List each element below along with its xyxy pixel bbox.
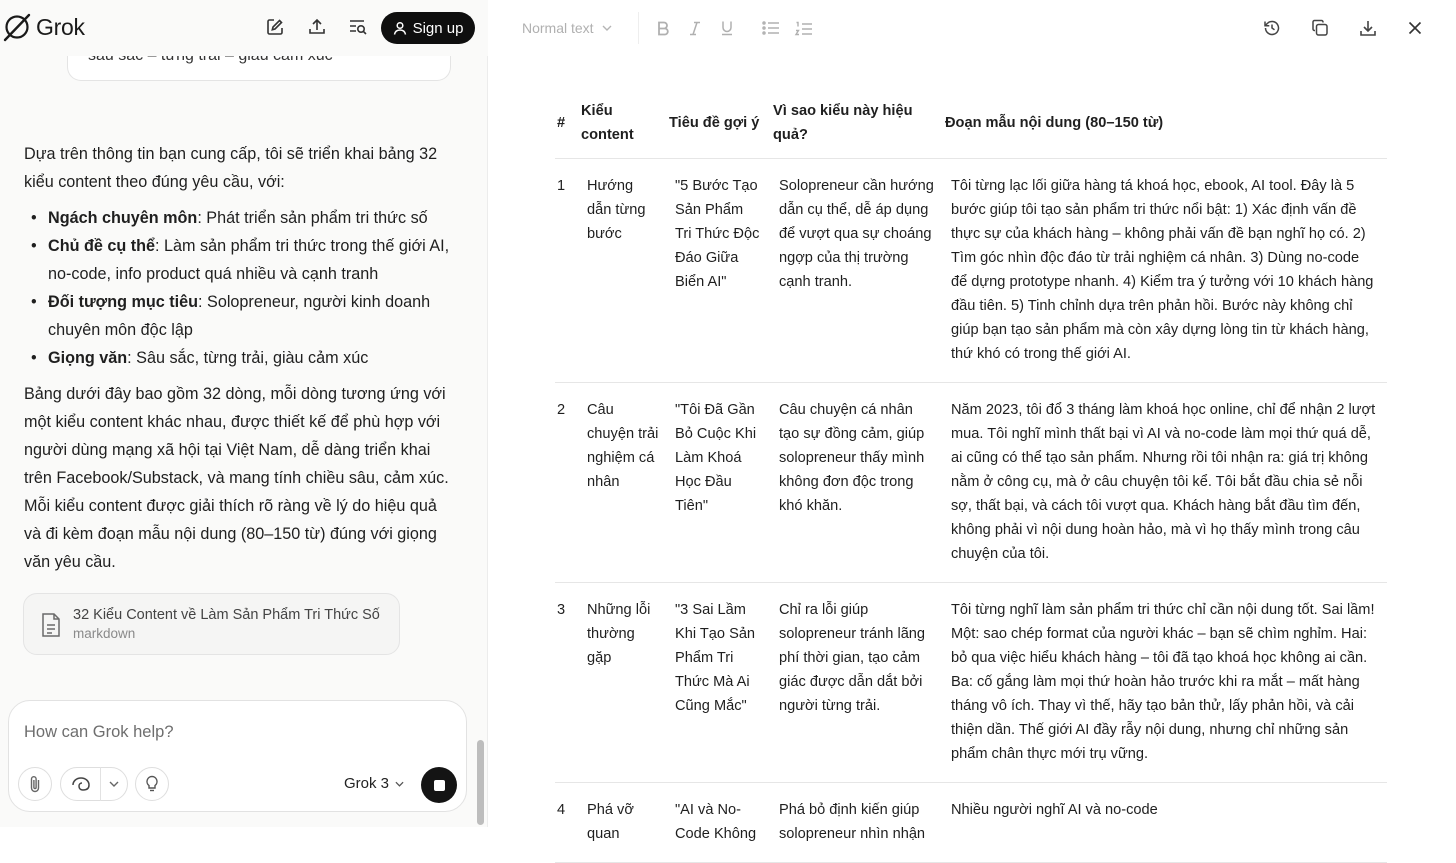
bold-icon — [657, 21, 669, 36]
chevron-down-icon — [395, 781, 404, 787]
suggested-title: "5 Bước Tạo Sản Phẩm Tri Thức Độc Đáo Giữa Biển AI" — [667, 159, 771, 383]
signup-label: Sign up — [412, 19, 464, 37]
table-header-row — [555, 92, 1387, 159]
content-table — [555, 92, 1387, 863]
why-effective: Chỉ ra lỗi giúp solopreneur tránh lãng phí thời gian, tạo cảm giác được dẫn dắt bởi người từng trải. — [771, 583, 943, 783]
row-number: 1 — [555, 159, 579, 383]
search-list-icon[interactable] — [347, 16, 369, 38]
suggested-title: "Tôi Đã Gần Bỏ Cuộc Khi Làm Khoá Học Đầu Tiên" — [667, 383, 771, 583]
table-row — [555, 583, 1387, 783]
composer — [8, 700, 467, 812]
app-name: Grok — [36, 13, 85, 40]
chevron-down-icon[interactable] — [101, 781, 127, 787]
why-effective: Phá bỏ định kiến giúp solopreneur nhìn nhận — [771, 783, 943, 863]
close-icon — [1408, 21, 1422, 35]
model-select[interactable] — [344, 775, 404, 792]
requirements-list — [24, 204, 454, 372]
column-header: Đoạn mẫu nội dung (80–150 từ) — [943, 92, 1387, 159]
bold-button[interactable] — [653, 17, 673, 39]
list-item: • Giọng văn: Sâu sắc, từng trải, giàu cảm xúc — [24, 344, 454, 372]
stop-icon — [434, 780, 445, 791]
download-button[interactable] — [1357, 17, 1379, 39]
copy-icon — [1311, 19, 1329, 37]
think-icon — [61, 776, 100, 792]
signup-button[interactable] — [381, 12, 475, 44]
lightbulb-icon — [145, 775, 159, 793]
stop-button[interactable] — [421, 767, 457, 803]
underline-button[interactable] — [717, 17, 737, 39]
numbered-list-icon — [795, 21, 813, 36]
suggested-title: "AI và No-Code Không — [667, 783, 771, 863]
content-type: Phá vỡ quan — [579, 783, 667, 863]
idea-button[interactable] — [135, 767, 169, 801]
scrollbar-track[interactable] — [476, 0, 485, 827]
chat-input[interactable]: How can Grok help? — [24, 723, 174, 741]
attach-button[interactable] — [18, 767, 52, 801]
compose-icon[interactable] — [264, 16, 286, 38]
history-button[interactable] — [1261, 17, 1283, 39]
document-icon — [40, 612, 62, 638]
logo[interactable] — [2, 12, 85, 42]
italic-icon — [689, 21, 701, 36]
artifact-title: 32 Kiểu Content về Làm Sản Phẩm Tri Thức Số — [73, 607, 380, 623]
bullet-list-icon — [762, 21, 780, 35]
table-row — [555, 383, 1387, 583]
editor-toolbar — [489, 0, 1456, 56]
download-icon — [1359, 19, 1377, 37]
artifact-type: markdown — [73, 626, 136, 641]
chat-topbar — [0, 0, 488, 56]
content-type: Những lỗi thường gặp — [579, 583, 667, 783]
list-item: • Ngách chuyên môn: Phát triển sản phẩm tri thức số — [24, 204, 454, 232]
history-icon — [1263, 19, 1281, 37]
model-label: Grok 3 — [344, 775, 390, 792]
user-icon — [393, 21, 407, 35]
editor-pane — [489, 0, 1456, 842]
content-type: Hướng dẫn từng bước — [579, 159, 667, 383]
scrollbar-thumb[interactable] — [477, 740, 484, 825]
message-outro: Bảng dưới đây bao gồm 32 dòng, mỗi dòng tương ứng với một kiểu content khác nhau, được thiết kế để phù hợp với người dùng mạng xã hội tại Việt Nam, dễ dàng triển khai trên Facebook/Substack, và mang tính chiều sâu, cảm xúc. Mỗi kiểu content được giải thích rõ ràng về lý do hiệu quả và đi kèm đoạn mẫu nội dung (80–150 từ) đúng với giọng văn yêu cầu. — [24, 385, 449, 571]
chat-pane — [0, 0, 488, 827]
bullet-list-button[interactable] — [761, 17, 781, 39]
numbered-list-button[interactable] — [794, 17, 814, 39]
paperclip-icon — [28, 775, 42, 793]
why-effective: Câu chuyện cá nhân tạo sự đồng cảm, giúp solopreneur thấy mình không đơn độc trong khó khăn. — [771, 383, 943, 583]
row-number: 4 — [555, 783, 579, 863]
grok-logo-icon — [2, 12, 32, 42]
assistant-message — [24, 140, 454, 584]
artifact-card[interactable] — [23, 593, 400, 655]
chevron-down-icon — [602, 25, 612, 31]
row-number: 3 — [555, 583, 579, 783]
row-number: 2 — [555, 383, 579, 583]
table-row — [555, 159, 1387, 383]
toolbar-divider — [638, 12, 639, 44]
list-item: • Đối tượng mục tiêu: Solopreneur, người kinh doanh chuyên môn độc lập — [24, 288, 454, 344]
underline-icon — [720, 20, 734, 36]
why-effective: Solopreneur cần hướng dẫn cụ thể, dễ áp dụng để vượt qua sự choáng ngợp của thị trường cạnh tranh. — [771, 159, 943, 383]
italic-button[interactable] — [685, 17, 705, 39]
suggested-title: "3 Sai Lầm Khi Tạo Sản Phẩm Tri Thức Mà Ai Cũng Mắc" — [667, 583, 771, 783]
close-button[interactable] — [1404, 17, 1426, 39]
text-style-select[interactable] — [522, 20, 612, 36]
copy-button[interactable] — [1309, 17, 1331, 39]
content-type: Câu chuyện trải nghiệm cá nhân — [579, 383, 667, 583]
sample-content: Năm 2023, tôi đổ 3 tháng làm khoá học online, chỉ để nhận 2 lượt mua. Tôi nghĩ mình thất bại vì AI và no-code làm mọi thứ quá dễ, ai cũng có thể tạo sản phẩm. Nhưng rồi tôi nhận ra: giá trị không nằm ở công cụ, mà ở câu chuyện tôi kể. Tôi bắt đầu chia sẻ nỗi sợ, thất bại, và cách tôi vượt qua. Khách hàng bắt đầu tìm đến, không phải vì nội dung hoàn hảo, mà vì họ thấy mình trong câu chuyện của tôi. — [943, 383, 1387, 583]
sample-content: Nhiều người nghĩ AI và no-code — [943, 783, 1387, 863]
share-icon[interactable] — [306, 16, 328, 38]
column-header: # — [555, 92, 579, 159]
column-header: Vì sao kiểu này hiệu quả? — [771, 92, 943, 159]
column-header: Tiêu đề gợi ý — [667, 92, 771, 159]
sample-content: Tôi từng lạc lối giữa hàng tá khoá học, ebook, AI tool. Đây là 5 bước giúp tôi tạo sản phẩm tri thức nổi bật: 1) Xác định vấn đề thực sự của khách hàng – không phải vấn đề bạn nghĩ họ có. 2) Tìm góc nhìn độc đáo từ trải nghiệm cá nhân. 3) Dùng no-code để dựng prototype nhanh. 4) Kiểm tra ý tưởng với 10 khách hàng đầu tiên. 5) Tinh chỉnh dựa trên phản hồi. Bước này không chỉ giúp bạn tạo sản phẩm mà còn xây dựng lòng tin từ khách hàng, thứ khó có trong thế giới AI. — [943, 159, 1387, 383]
think-mode-button[interactable] — [60, 767, 128, 801]
table-row — [555, 783, 1387, 863]
text-style-label: Normal text — [522, 20, 594, 36]
message-intro: Dựa trên thông tin bạn cung cấp, tôi sẽ triển khai bảng 32 kiểu content theo đúng yêu cầu, với: — [24, 145, 438, 191]
column-header: Kiểu content — [579, 92, 667, 159]
list-item: • Chủ đề cụ thể: Làm sản phẩm tri thức trong thế giới AI, no-code, info product quá nhiều và cạnh tranh — [24, 232, 454, 288]
sample-content: Tôi từng nghĩ làm sản phẩm tri thức chỉ cần nội dung tốt. Sai lầm! Một: sao chép format của người khác – bạn sẽ chìm nghỉm. Hai: bỏ qua việc hiểu khách hàng – tôi đã tạo khoá học không ai cần. Ba: cố gắng làm mọi thứ hoàn hảo trước khi ra mắt – mất hàng tháng vô ích. Thay vì thế, hãy tạo bản thử, lấy phản hồi, và cải thiện dần. Thế giới AI đầy rẫy nội dung, nhưng chỉ những sản phẩm chân thực mới trụ vững. — [943, 583, 1387, 783]
